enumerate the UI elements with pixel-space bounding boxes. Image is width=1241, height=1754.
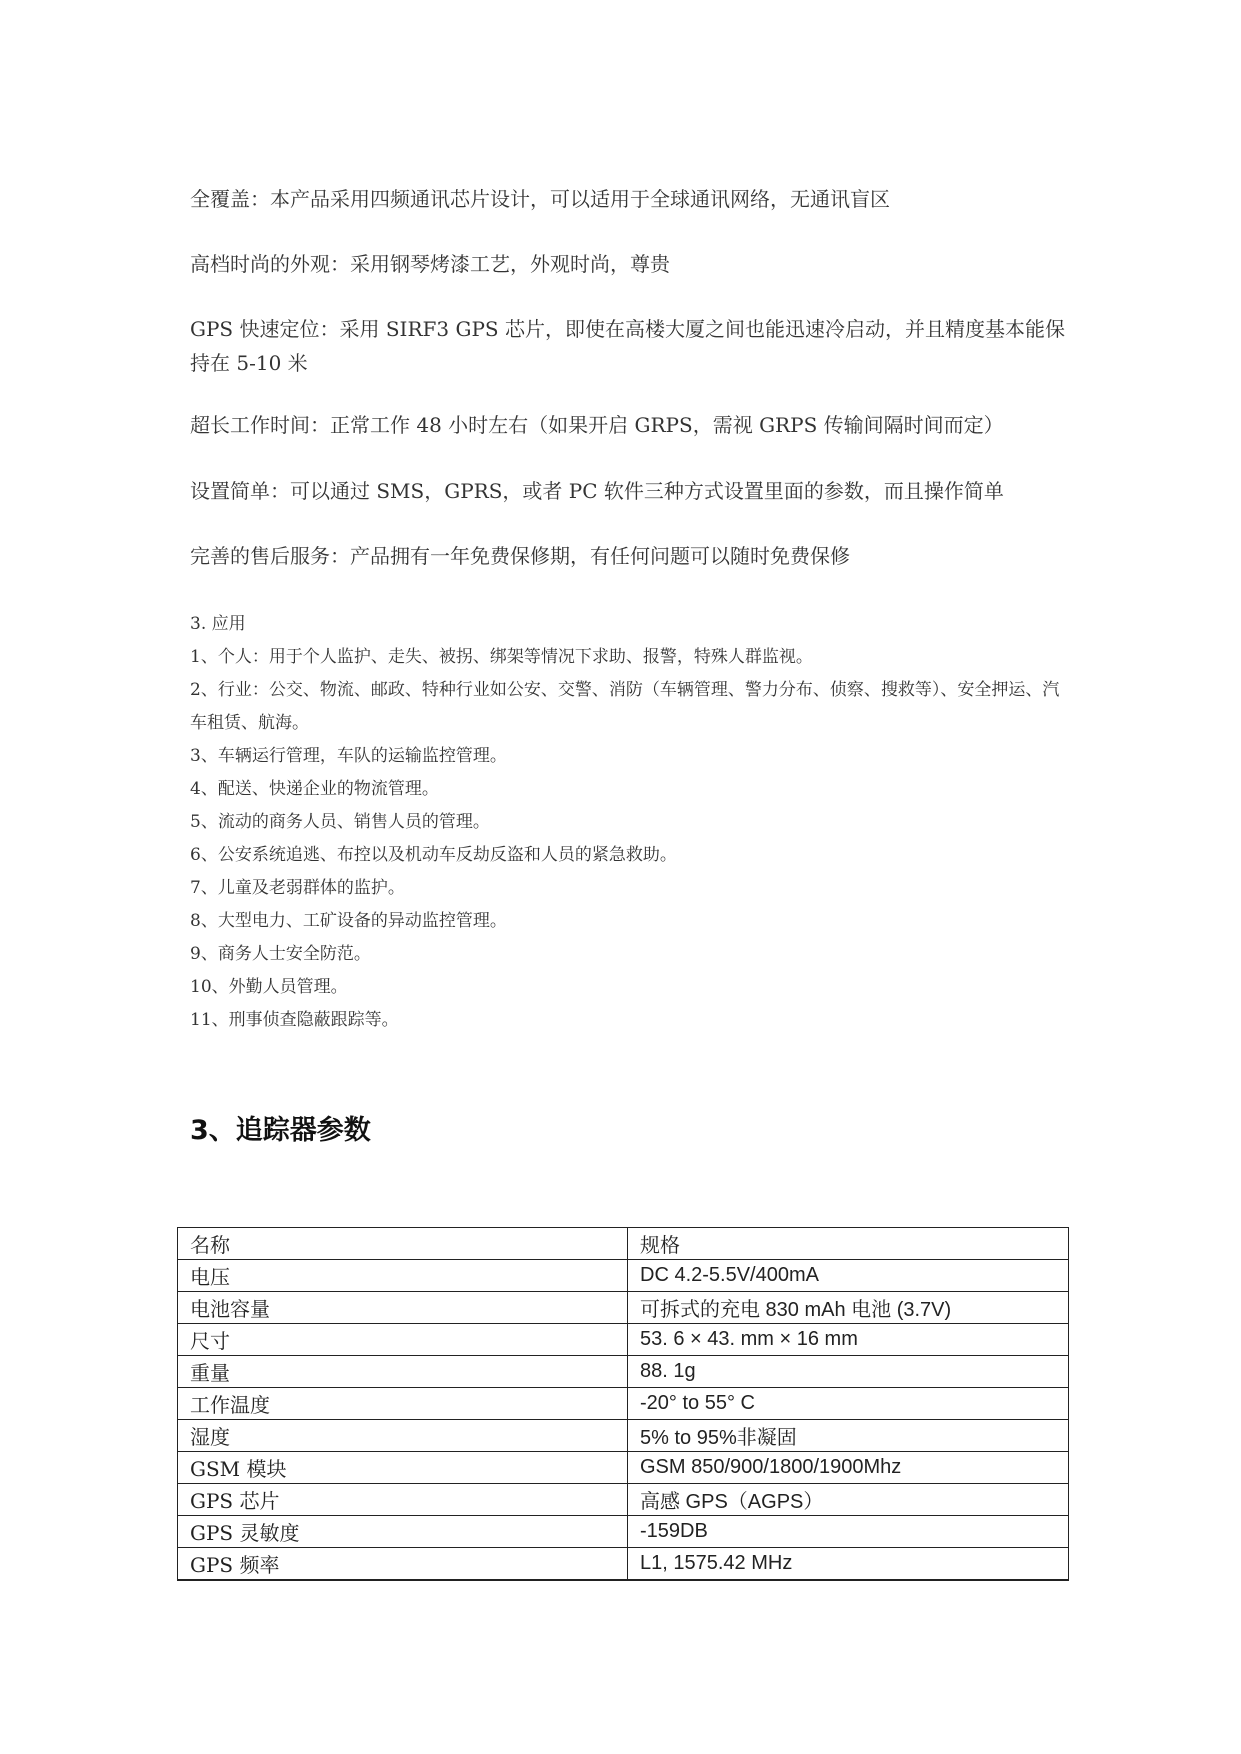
table-cell-name: GPS 频率 — [178, 1548, 628, 1580]
feature-working-time: 超长工作时间：正常工作 48 小时左右（如果开启 GRPS，需视 GRPS 传输间隔时间而定） — [190, 413, 1004, 437]
table-cell-value: -20° to 55° C — [628, 1388, 1069, 1420]
table-cell-name: 尺寸 — [178, 1324, 628, 1356]
feature-appearance: 高档时尚的外观：采用钢琴烤漆工艺，外观时尚，尊贵 — [190, 252, 670, 276]
table-cell-value: 5% to 95%非凝固 — [628, 1420, 1069, 1452]
table-row — [178, 1516, 1069, 1548]
table-cell-value: -159DB — [628, 1516, 1069, 1548]
feature-after-sales: 完善的售后服务：产品拥有一年免费保修期，有任何问题可以随时免费保修 — [190, 544, 850, 568]
application-item: 9、商务人士安全防范。 — [190, 944, 371, 964]
table-cell-name: 工作温度 — [178, 1388, 628, 1420]
application-item: 10、外勤人员管理。 — [190, 977, 348, 997]
applications-list — [190, 608, 1070, 1037]
application-item: 3、车辆运行管理，车队的运输监控管理。 — [190, 746, 507, 766]
table-cell-value: L1, 1575.42 MHz — [628, 1548, 1069, 1580]
applications-heading: 3. 应用 — [190, 614, 246, 634]
table-header-row — [178, 1228, 1069, 1260]
table-cell-name: GPS 灵敏度 — [178, 1516, 628, 1548]
table-row — [178, 1356, 1069, 1388]
table-cell-name: 电压 — [178, 1260, 628, 1292]
table-cell-value: 88. 1g — [628, 1356, 1069, 1388]
table-row — [178, 1420, 1069, 1452]
application-item: 11、刑事侦查隐蔽跟踪等。 — [190, 1010, 399, 1030]
table-row — [178, 1388, 1069, 1420]
table-cell-value: 可拆式的充电 830 mAh 电池 (3.7V) — [628, 1292, 1069, 1324]
feature-easy-setup: 设置简单：可以通过 SMS，GPRS，或者 PC 软件三种方式设置里面的参数，而且操作简单 — [190, 479, 1004, 503]
feature-gps-positioning: GPS 快速定位：采用 SIRF3 GPS 芯片，即使在高楼大厦之间也能迅速冷启动，并且精度基本能保持在 5-10 米 — [190, 317, 1065, 375]
application-item: 1、个人：用于个人监护、走失、被拐、绑架等情况下求助、报警，特殊人群监视。 — [190, 647, 813, 667]
table-row — [178, 1260, 1069, 1292]
table-cell-name: GPS 芯片 — [178, 1484, 628, 1516]
table-row — [178, 1292, 1069, 1324]
feature-coverage: 全覆盖：本产品采用四频通讯芯片设计，可以适用于全球通讯网络，无通讯盲区 — [190, 187, 890, 211]
table-cell-value: GSM 850/900/1800/1900Mhz — [628, 1452, 1069, 1484]
table-row — [178, 1484, 1069, 1516]
header-cell-name: 名称 — [178, 1228, 628, 1260]
table-row — [178, 1324, 1069, 1356]
application-item: 6、公安系统追逃、布控以及机动车反劫反盗和人员的紧急救助。 — [190, 845, 677, 865]
application-item: 2、行业：公交、物流、邮政、特种行业如公安、交警、消防（车辆管理、警力分布、侦察、搜救等）、安全押运、汽车租赁、航海。 — [190, 680, 1060, 733]
table-row — [178, 1548, 1069, 1580]
table-cell-name: 电池容量 — [178, 1292, 628, 1324]
table-cell-value: DC 4.2-5.5V/400mA — [628, 1260, 1069, 1292]
application-item: 7、儿童及老弱群体的监护。 — [190, 878, 405, 898]
application-item: 5、流动的商务人员、销售人员的管理。 — [190, 812, 490, 832]
spec-table — [177, 1227, 1069, 1581]
table-cell-name: 重量 — [178, 1356, 628, 1388]
section-title: 3、追踪器参数 — [190, 1115, 371, 1146]
table-cell-value: 高感 GPS（AGPS） — [628, 1484, 1069, 1516]
header-cell-spec: 规格 — [628, 1228, 1069, 1260]
application-item: 4、配送、快递企业的物流管理。 — [190, 779, 439, 799]
table-cell-name: GSM 模块 — [178, 1452, 628, 1484]
table-cell-name: 湿度 — [178, 1420, 628, 1452]
table-cell-value: 53. 6 × 43. mm × 16 mm — [628, 1324, 1069, 1356]
table-row — [178, 1452, 1069, 1484]
application-item: 8、大型电力、工矿设备的异动监控管理。 — [190, 911, 507, 931]
